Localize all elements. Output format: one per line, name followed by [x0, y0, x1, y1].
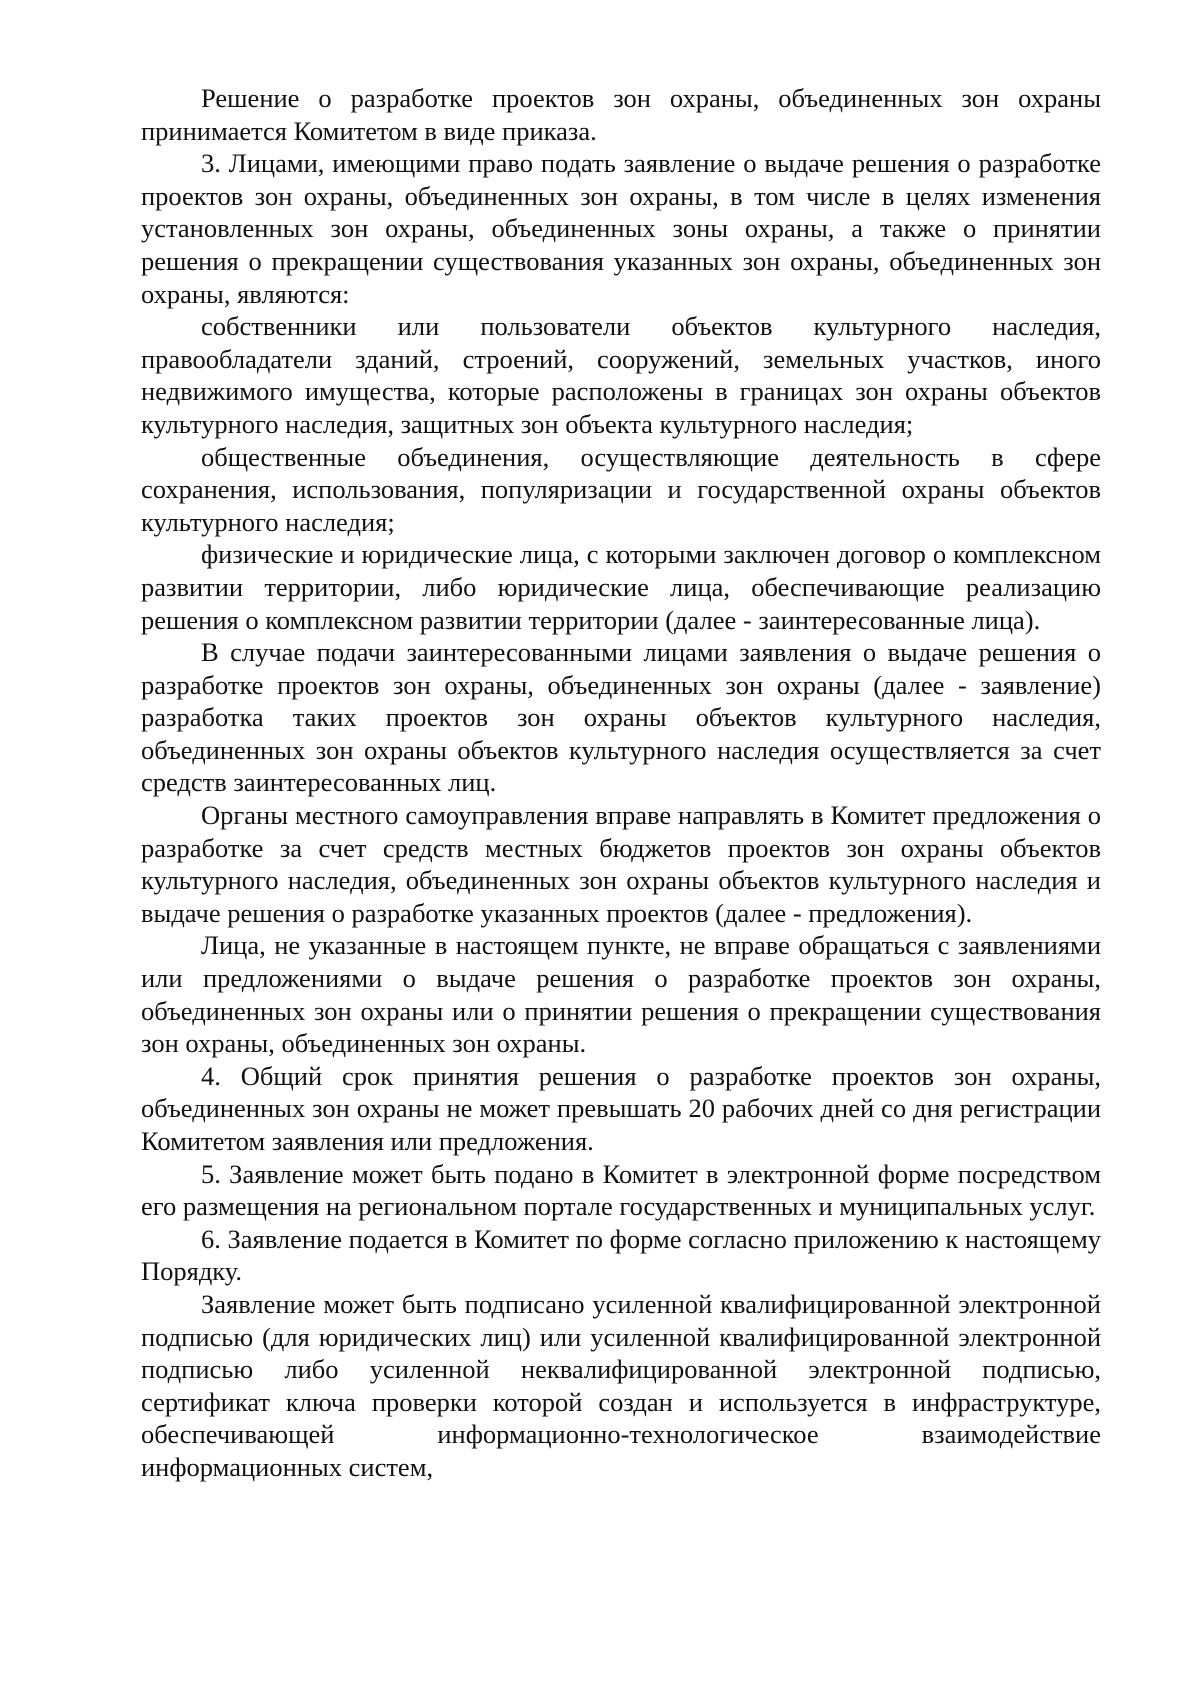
paragraph-item-5: 5. Заявление может быть подано в Комитет в электронной форме посредством его размещения на региональном портале государственных и муниципальных услуг.	[141, 1158, 1101, 1222]
paragraph-owners: собственники или пользователи объектов культурного наследия, правообладатели зданий, строений, сооружений, земельных участков, иного недвижимого имущества, которые расположены в границах зон охраны объектов культурного наследия, защитных зон объекта культурного наследия;	[141, 311, 1101, 439]
paragraph-not-entitled: Лица, не указанные в настоящем пункте, не вправе обращаться с заявлениями или предложениями о выдаче решения о разработке проектов зон охраны, объединенных зон охраны или о принятии решения о прекращении существования зон охраны, объединенных зон охраны.	[141, 930, 1101, 1059]
paragraph-interested-persons: физические и юридические лица, с которыми заключен договор о комплексном развитии территории, либо юридические лица, обеспечивающие реализацию решения о комплексном развитии территории (далее - заинтересованные лица).	[141, 539, 1101, 635]
paragraph-item-3: 3. Лицами, имеющими право подать заявление о выдаче решения о разработке проектов зон охраны, объединенных зон охраны, в том числе в целях изменения установленных зон охраны, объединенных зоны охраны, а также о принятии решения о прекращении существования указанных зон охраны, объединенных зон охраны, являются:	[141, 148, 1101, 309]
document-page	[141, 82, 1101, 1484]
paragraph-local-government: Органы местного самоуправления вправе направлять в Комитет предложения о разработке за счет средств местных бюджетов проектов зон охраны объектов культурного наследия, объединенных зон охраны объектов культурного наследия и выдаче решения о разработке указанных проектов (далее - предложения).	[141, 800, 1101, 928]
paragraph-public-associations: общественные объединения, осуществляющие деятельность в сфере сохранения, использования, популяризации и государственной охраны объектов культурного наследия;	[141, 441, 1101, 537]
paragraph-item-4: 4. Общий срок принятия решения о разработке проектов зон охраны, объединенных зон охраны не может превышать 20 рабочих дней со дня регистрации Комитетом заявления или предложения.	[141, 1060, 1101, 1156]
paragraph-item-6: 6. Заявление подается в Комитет по форме согласно приложению к настоящему Порядку.	[141, 1223, 1101, 1287]
paragraph-signature: Заявление может быть подписано усиленной квалифицированной электронной подписью (для юридических лиц) или усиленной квалифицированной электронной подписью либо усиленной неквалифицированной электронной подписью, сертификат ключа проверки которой создан и используется в инфраструктуре, обеспечивающей информационно-технологическое взаимодействие информационных систем,	[141, 1288, 1101, 1482]
paragraph-decision-order: Решение о разработке проектов зон охраны, объединенных зон охраны принимается Комитетом в виде приказа.	[141, 83, 1101, 146]
paragraph-application-costs: В случае подачи заинтересованными лицами заявления о выдаче решения о разработке проектов зон охраны, объединенных зон охраны (далее - заявление) разработка таких проектов зон охраны объектов культурного наследия, объединенных зон охраны объектов культурного наследия осуществляется за счет средств заинтересованных лиц.	[141, 637, 1101, 798]
